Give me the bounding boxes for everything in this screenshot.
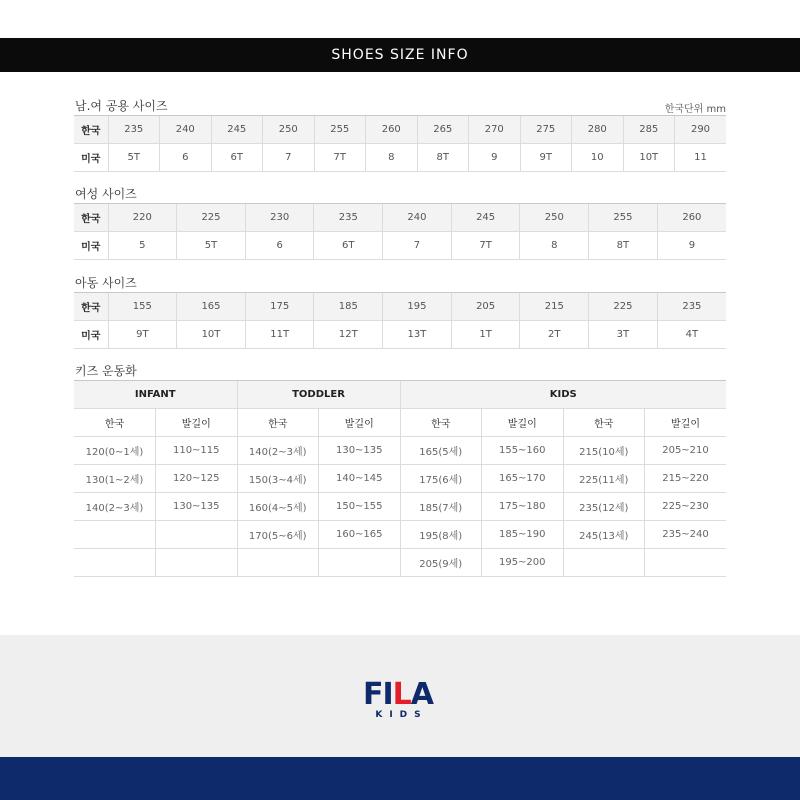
unisex-size-table bbox=[74, 115, 726, 172]
table-cell: 140~145 bbox=[319, 465, 401, 493]
unisex-size-title: 남.여 공용 사이즈 bbox=[75, 99, 168, 113]
table-cell: 130~135 bbox=[156, 493, 238, 521]
size-cell: 4T bbox=[657, 321, 726, 349]
column-header: 발길이 bbox=[156, 409, 238, 437]
size-cell: 195 bbox=[383, 293, 452, 321]
group-header-toddler: TODDLER bbox=[237, 381, 400, 409]
size-cell: 175 bbox=[245, 293, 314, 321]
size-cell: 11 bbox=[675, 144, 727, 172]
size-cell: 215 bbox=[520, 293, 589, 321]
kids-shoes-title: 키즈 운동화 bbox=[75, 364, 137, 378]
size-cell: 10T bbox=[177, 321, 246, 349]
size-cell: 260 bbox=[657, 204, 726, 232]
column-header: 발길이 bbox=[319, 409, 401, 437]
table-row bbox=[74, 409, 726, 437]
table-cell: 245(13세) bbox=[563, 521, 645, 549]
table-cell: 205(9세) bbox=[400, 549, 482, 577]
row-label-us: 미국 bbox=[74, 144, 108, 172]
size-cell: 9 bbox=[657, 232, 726, 260]
size-cell: 240 bbox=[383, 204, 452, 232]
size-cell: 225 bbox=[177, 204, 246, 232]
group-header-kids: KIDS bbox=[400, 381, 726, 409]
table-cell: 120(0~1세) bbox=[74, 437, 156, 465]
table-cell: 120~125 bbox=[156, 465, 238, 493]
table-cell: 185(7세) bbox=[400, 493, 482, 521]
size-cell: 255 bbox=[314, 116, 366, 144]
table-cell bbox=[319, 549, 401, 577]
size-cell: 250 bbox=[263, 116, 315, 144]
table-row bbox=[74, 116, 726, 144]
size-cell: 7T bbox=[314, 144, 366, 172]
size-cell: 9 bbox=[469, 144, 521, 172]
table-cell bbox=[645, 549, 727, 577]
size-cell: 3T bbox=[589, 321, 658, 349]
table-cell bbox=[237, 549, 319, 577]
fila-kids-logo bbox=[356, 677, 440, 720]
bottom-bar bbox=[0, 757, 800, 800]
women-size-table bbox=[74, 203, 726, 260]
size-cell: 270 bbox=[469, 116, 521, 144]
table-cell bbox=[563, 549, 645, 577]
size-cell: 9T bbox=[520, 144, 572, 172]
table-cell: 160~165 bbox=[319, 521, 401, 549]
size-cell: 8 bbox=[520, 232, 589, 260]
logo-letter: F bbox=[362, 677, 383, 712]
size-cell: 6T bbox=[211, 144, 263, 172]
table-cell bbox=[156, 521, 238, 549]
table-cell: 205~210 bbox=[645, 437, 727, 465]
table-cell: 165~170 bbox=[482, 465, 564, 493]
size-cell: 290 bbox=[675, 116, 727, 144]
size-cell: 255 bbox=[589, 204, 658, 232]
logo-wordmark bbox=[356, 677, 440, 712]
logo-letter: A bbox=[410, 677, 433, 712]
size-cell: 230 bbox=[245, 204, 314, 232]
table-row bbox=[74, 381, 726, 409]
size-cell: 155 bbox=[108, 293, 177, 321]
size-cell: 1T bbox=[451, 321, 520, 349]
size-cell: 5T bbox=[177, 232, 246, 260]
size-cell: 6 bbox=[160, 144, 212, 172]
size-cell: 8T bbox=[417, 144, 469, 172]
women-size-title: 여성 사이즈 bbox=[75, 187, 137, 201]
page-header-banner bbox=[0, 38, 800, 72]
size-cell: 8 bbox=[366, 144, 418, 172]
table-cell: 185~190 bbox=[482, 521, 564, 549]
size-cell: 6 bbox=[245, 232, 314, 260]
table-cell: 130~135 bbox=[319, 437, 401, 465]
table-row bbox=[74, 204, 726, 232]
unit-note: 한국단위 mm bbox=[664, 104, 726, 115]
size-cell: 8T bbox=[589, 232, 658, 260]
table-cell: 150~155 bbox=[319, 493, 401, 521]
table-cell: 215(10세) bbox=[563, 437, 645, 465]
table-row bbox=[74, 465, 726, 493]
table-row bbox=[74, 232, 726, 260]
size-cell: 2T bbox=[520, 321, 589, 349]
table-cell: 225(11세) bbox=[563, 465, 645, 493]
size-cell: 220 bbox=[108, 204, 177, 232]
row-label-korea: 한국 bbox=[74, 116, 108, 144]
size-cell: 240 bbox=[160, 116, 212, 144]
size-cell: 250 bbox=[520, 204, 589, 232]
size-cell: 185 bbox=[314, 293, 383, 321]
logo-letter: L bbox=[392, 677, 411, 712]
size-cell: 9T bbox=[108, 321, 177, 349]
size-cell: 235 bbox=[314, 204, 383, 232]
children-size-table bbox=[74, 292, 726, 349]
size-cell: 5 bbox=[108, 232, 177, 260]
size-cell: 205 bbox=[451, 293, 520, 321]
column-header: 발길이 bbox=[645, 409, 727, 437]
table-cell: 225~230 bbox=[645, 493, 727, 521]
table-cell bbox=[156, 549, 238, 577]
size-cell: 275 bbox=[520, 116, 572, 144]
size-cell: 265 bbox=[417, 116, 469, 144]
column-header: 한국 bbox=[400, 409, 482, 437]
table-cell bbox=[74, 549, 156, 577]
table-row bbox=[74, 321, 726, 349]
size-cell: 12T bbox=[314, 321, 383, 349]
size-cell: 10 bbox=[572, 144, 624, 172]
table-cell: 140(2~3세) bbox=[237, 437, 319, 465]
size-cell: 13T bbox=[383, 321, 452, 349]
size-cell: 165 bbox=[177, 293, 246, 321]
size-cell: 11T bbox=[245, 321, 314, 349]
table-cell: 175(6세) bbox=[400, 465, 482, 493]
size-cell: 235 bbox=[657, 293, 726, 321]
row-label-korea: 한국 bbox=[74, 293, 108, 321]
size-cell: 245 bbox=[211, 116, 263, 144]
table-row bbox=[74, 493, 726, 521]
table-cell: 140(2~3세) bbox=[74, 493, 156, 521]
table-cell: 160(4~5세) bbox=[237, 493, 319, 521]
table-cell: 150(3~4세) bbox=[237, 465, 319, 493]
row-label-korea: 한국 bbox=[74, 204, 108, 232]
table-cell: 130(1~2세) bbox=[74, 465, 156, 493]
page-title: SHOES SIZE INFO bbox=[331, 47, 469, 63]
size-cell: 245 bbox=[451, 204, 520, 232]
table-cell: 195~200 bbox=[482, 549, 564, 577]
table-cell: 110~115 bbox=[156, 437, 238, 465]
size-cell: 285 bbox=[623, 116, 675, 144]
size-cell: 7 bbox=[383, 232, 452, 260]
table-cell: 235~240 bbox=[645, 521, 727, 549]
size-cell: 225 bbox=[589, 293, 658, 321]
table-cell: 235(12세) bbox=[563, 493, 645, 521]
row-label-us: 미국 bbox=[74, 232, 108, 260]
table-cell bbox=[74, 521, 156, 549]
column-header: 발길이 bbox=[482, 409, 564, 437]
column-header: 한국 bbox=[237, 409, 319, 437]
row-label-us: 미국 bbox=[74, 321, 108, 349]
group-header-infant: INFANT bbox=[74, 381, 237, 409]
table-row bbox=[74, 293, 726, 321]
size-cell: 280 bbox=[572, 116, 624, 144]
table-cell: 170(5~6세) bbox=[237, 521, 319, 549]
size-cell: 7T bbox=[451, 232, 520, 260]
column-header: 한국 bbox=[74, 409, 156, 437]
table-cell: 155~160 bbox=[482, 437, 564, 465]
size-cell: 7 bbox=[263, 144, 315, 172]
size-cell: 10T bbox=[623, 144, 675, 172]
size-cell: 6T bbox=[314, 232, 383, 260]
kids-shoes-table bbox=[74, 380, 726, 577]
table-row bbox=[74, 521, 726, 549]
table-cell: 165(5세) bbox=[400, 437, 482, 465]
size-cell: 5T bbox=[108, 144, 160, 172]
logo-letter: I bbox=[382, 677, 393, 712]
logo-sub: KIDS bbox=[375, 710, 428, 720]
table-cell: 175~180 bbox=[482, 493, 564, 521]
table-cell: 215~220 bbox=[645, 465, 727, 493]
table-row bbox=[74, 144, 726, 172]
table-row bbox=[74, 549, 726, 577]
size-cell: 260 bbox=[366, 116, 418, 144]
size-cell: 235 bbox=[108, 116, 160, 144]
table-row bbox=[74, 437, 726, 465]
children-size-title: 아동 사이즈 bbox=[75, 276, 137, 290]
table-cell: 195(8세) bbox=[400, 521, 482, 549]
column-header: 한국 bbox=[563, 409, 645, 437]
